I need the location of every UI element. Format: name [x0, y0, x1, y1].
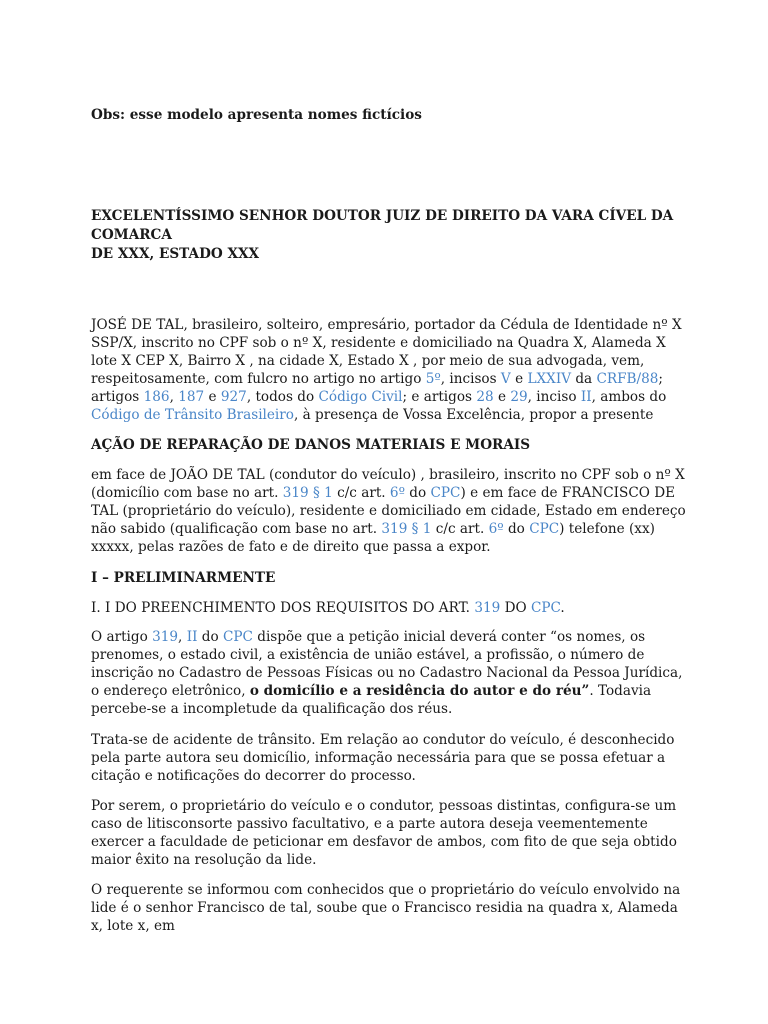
link-cpc[interactable]: CPC: [530, 600, 561, 616]
text: JOSÉ DE TAL, brasileiro, solteiro, empresário, portador da Cédula de Identidade nº X SSP/X, inscrito no CPF sob o nº X, residente e domiciliado na Quadra X, Alameda X lote X CEP X, Bairro X , na cidade X, Estado X , por meio de sua advogada, vem, respeitosamente, com fulcro no artigo no artigo: [91, 317, 682, 388]
text: ; e artigos: [402, 389, 477, 406]
text: , inciso: [527, 389, 581, 406]
link-art-319[interactable]: 319: [474, 600, 501, 616]
link-art-28[interactable]: 28: [476, 389, 494, 406]
text: .: [560, 600, 565, 616]
link-art-319-p1[interactable]: 319 § 1: [381, 521, 432, 538]
text: ,: [178, 629, 187, 645]
text: dispõe que a petição inicial deverá conter “os nomes, os prenomes, o estado civil, a existência de união estável, a profissão, o número de inscrição no Cadastro de Pessoas Físicas ou no Cadastro Nacional da Pessoa Jurídica, o endereço eletrônico,: [91, 629, 683, 700]
link-codigo-transito[interactable]: Código de Trânsito Brasileiro: [91, 407, 294, 424]
text: e: [510, 371, 528, 388]
text: . Todavia percebe-se a incompletude da qualificação dos réus.: [91, 683, 652, 718]
text: do: [503, 521, 530, 538]
litisconsorte-paragraph: Por serem, o proprietário do veículo e o condutor, pessoas distintas, configura-se um caso de litisconsorte passivo facultativo, e a parte autora deseja veementemente exercer a faculdade de peticionar em desfavor de ambos, com fito de que seja obtido maior êxito na resolução da lide.: [91, 798, 677, 869]
section-heading-preliminarmente: I – PRELIMINARMENTE: [91, 570, 276, 586]
text: O artigo: [91, 629, 153, 645]
owner-info-paragraph: O requerente se informou com conhecidos que o proprietário do veículo envolvido na lide é o senhor Francisco de tal, soube que o Francisco residia na quadra x, Alameda x, lote x, em: [91, 882, 681, 935]
text: , ambos do: [591, 389, 667, 406]
text: , incisos: [440, 371, 501, 388]
link-art-187[interactable]: 187: [178, 389, 205, 406]
link-inciso-v[interactable]: V: [500, 371, 511, 388]
text: ) e em face de FRANCISCO DE TAL (proprietário do veículo), residente e domiciliado em cidade, Estado em endereço não sabido (qualificação com base no art.: [91, 485, 686, 538]
link-cpc[interactable]: CPC: [529, 521, 560, 538]
link-art-29[interactable]: 29: [510, 389, 528, 406]
text: I. I DO PREENCHIMENTO DOS REQUISITOS DO ART.: [91, 600, 475, 616]
link-inciso-lxxiv[interactable]: LXXIV: [527, 371, 572, 388]
link-cpc[interactable]: CPC: [430, 485, 461, 502]
text: do: [404, 485, 431, 502]
link-art-927[interactable]: 927: [220, 389, 247, 406]
link-inciso-ii[interactable]: II: [580, 389, 592, 406]
link-art-186[interactable]: 186: [143, 389, 170, 406]
addressee-line-2: DE XXX, ESTADO XXX: [91, 246, 260, 262]
link-art-6[interactable]: 6º: [488, 521, 504, 538]
text: em face de JOÃO DE TAL (condutor do veículo) , brasileiro, inscrito no CPF sob o nº X (domicílio com base no art.: [91, 467, 685, 502]
obs-note: Obs: esse modelo apresenta nomes fictícios: [91, 107, 422, 123]
addressee-line-1: EXCELENTÍSSIMO SENHOR DOUTOR JUIZ DE DIREITO DA VARA CÍVEL DA COMARCA: [91, 208, 674, 243]
link-codigo-civil[interactable]: Código Civil: [318, 389, 403, 406]
text: , todos do: [246, 389, 319, 406]
link-art-319[interactable]: 319: [152, 629, 179, 645]
subsection-heading: [91, 599, 565, 617]
text: do: [197, 629, 223, 645]
text: e: [204, 389, 221, 406]
link-crfb88[interactable]: CRFB/88: [596, 371, 659, 388]
text: c/c art.: [431, 521, 489, 538]
link-art-5[interactable]: 5º: [425, 371, 441, 388]
bold-quote: o domicílio e a residência do autor e do réu”: [249, 683, 590, 700]
text: , à presença de Vossa Excelência, propor a presente: [293, 407, 654, 424]
text: e: [493, 389, 511, 406]
text: ,: [169, 389, 179, 406]
text: c/c art.: [332, 485, 390, 502]
text: da: [571, 371, 597, 388]
defendants-paragraph: [91, 466, 691, 556]
link-cpc[interactable]: CPC: [222, 629, 253, 645]
text: ; artigos: [91, 371, 663, 406]
link-art-6[interactable]: 6º: [389, 485, 405, 502]
link-art-319-p1[interactable]: 319 § 1: [282, 485, 333, 502]
link-inciso-ii[interactable]: II: [186, 629, 198, 645]
text: DO: [500, 600, 531, 616]
plaintiff-paragraph: [91, 316, 691, 425]
text: ) telefone (xx) xxxxx, pelas razões de fato e de direito que passa a expor.: [91, 521, 655, 556]
addressee-heading: [91, 207, 691, 264]
action-heading: AÇÃO DE REPARAÇÃO DE DANOS MATERIAIS E MORAIS: [91, 437, 531, 453]
accident-paragraph: Trata-se de acidente de trânsito. Em relação ao condutor do veículo, é desconhecido pela parte autora seu domicílio, informação necessária para que se possa efetuar a citação e notificações do decorrer do processo.: [91, 732, 675, 785]
art-319-paragraph: [91, 628, 691, 718]
